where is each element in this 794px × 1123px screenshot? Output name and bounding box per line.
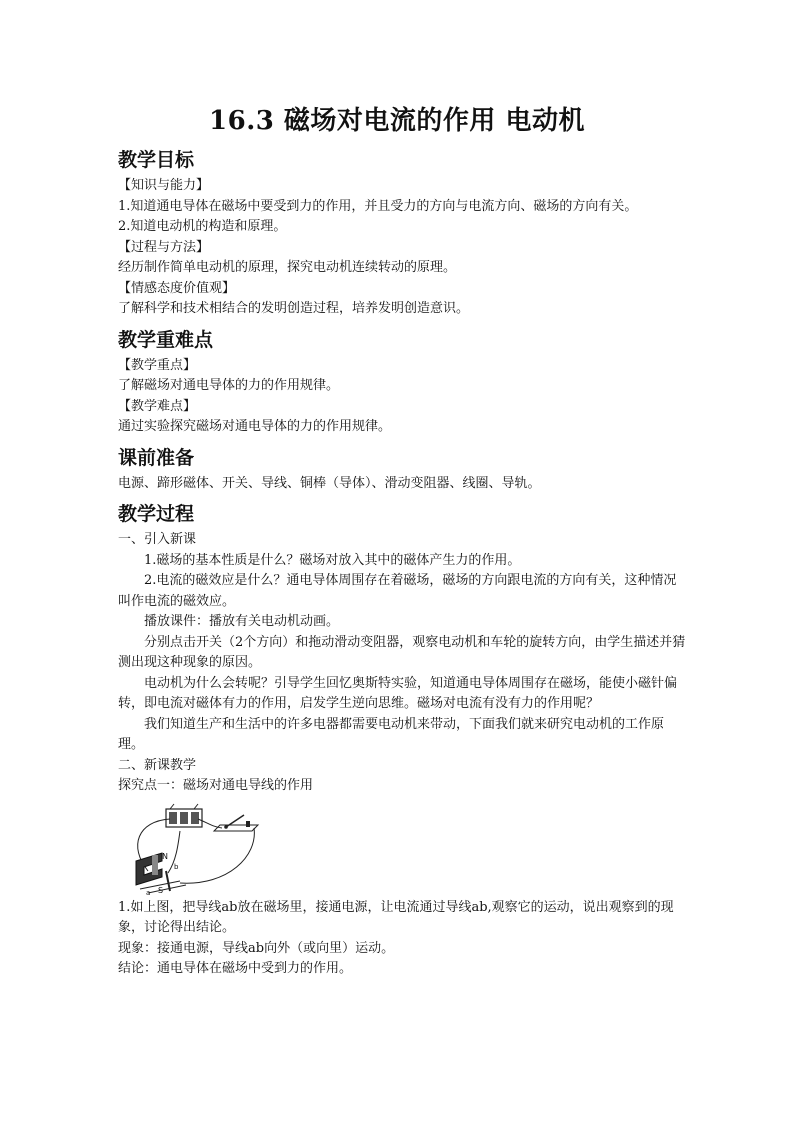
goal-line-3: 经历制作简单电动机的原理，探究电动机连续转动的原理。 [118,260,457,275]
subheading-knowledge: 【知识与能力】 [118,178,210,193]
section-heading-preparation: 课前准备 [118,446,195,469]
switch [214,815,258,831]
label-a: a [146,888,151,896]
intro-title: 一、引入新课 [118,532,197,547]
subheading-difficulty: 【教学难点】 [118,398,197,414]
section-heading-key-points: 教学重难点 [118,328,214,351]
difficulty-line: 通过实验探究磁场对通电导体的力的作用规律。 [118,419,392,434]
battery-box [166,804,202,827]
experiment-diagram [118,801,268,896]
intro-paragraph-4: 分别点击开关（2个方向）和拖动滑动变阻器，观察电动机和车轮的旋转方向，由学生描述并猜测出现这种现象的原因。 [118,634,686,670]
section-heading-goals: 教学目标 [118,149,195,171]
goal-line-4: 了解科学和技术相结合的发明创造过程，培养发明创造意识。 [118,301,470,316]
wire-right [180,828,254,883]
conclusion-line: 结论：通电导体在磁场中受到力的作用。 [118,961,353,976]
explore-title: 探究点一：磁场对通电导线的作用 [118,778,314,793]
intro-paragraph-2: 2.电流的磁效应是什么？通电导体周围存在着磁场，磁场的方向跟电流的方向有关，这种情况叫作电流的磁效应。 [118,573,677,609]
document-body [118,146,688,980]
experiment-figure [118,801,268,896]
goal-line-1: 1.知道通电导体在磁场中要受到力的作用，并且受力的方向与电流方向、磁场的方向有关。 [118,198,638,214]
observation-paragraph: 1.如上图，把导线ab放在磁场里，接通电源，让电流通过导线ab,观察它的运动，说出观察到的现象，讨论得出结论。 [118,899,674,935]
intro-paragraph-1: 1.磁场的基本性质是什么？磁场对放入其中的磁体产生力的作用。 [144,552,521,568]
goal-line-2: 2.知道电动机的构造和原理。 [118,219,287,234]
subheading-process: 【过程与方法】 [118,239,210,255]
new-lesson-title: 二、新课教学 [118,757,197,773]
subheading-key: 【教学重点】 [118,357,197,373]
label-b: b [174,862,179,871]
intro-paragraph-3: 播放课件：播放有关电动机动画。 [144,614,340,629]
preparation-line: 电源、蹄形磁体、开关、导线、铜棒（导体）、滑动变阻器、线圈、导轨。 [118,475,541,491]
phenomenon-line: 现象：接通电源，导线ab向外（或向里）运动。 [118,940,395,956]
key-point-line: 了解磁场对通电导体的力的作用规律。 [118,378,340,393]
section-heading-process: 教学过程 [118,503,195,525]
subheading-attitude: 【情感态度价值观】 [118,280,236,296]
label-north: N [162,851,168,861]
intro-paragraph-6: 我们知道生产和生活中的许多电器都需要电动机来带动，下面我们就来研究电动机的工作原理。 [118,716,665,752]
intro-paragraph-5: 电动机为什么会转呢？引导学生回忆奥斯特实验，知道通电导体周围存在磁场，能使小磁针偏转，即电流对磁体有力的作用，启发学生逆向思维。磁场对电流有没有力的作用呢？ [118,675,678,711]
page-title: 16.3 磁场对电流的作用 电动机 [209,106,585,136]
